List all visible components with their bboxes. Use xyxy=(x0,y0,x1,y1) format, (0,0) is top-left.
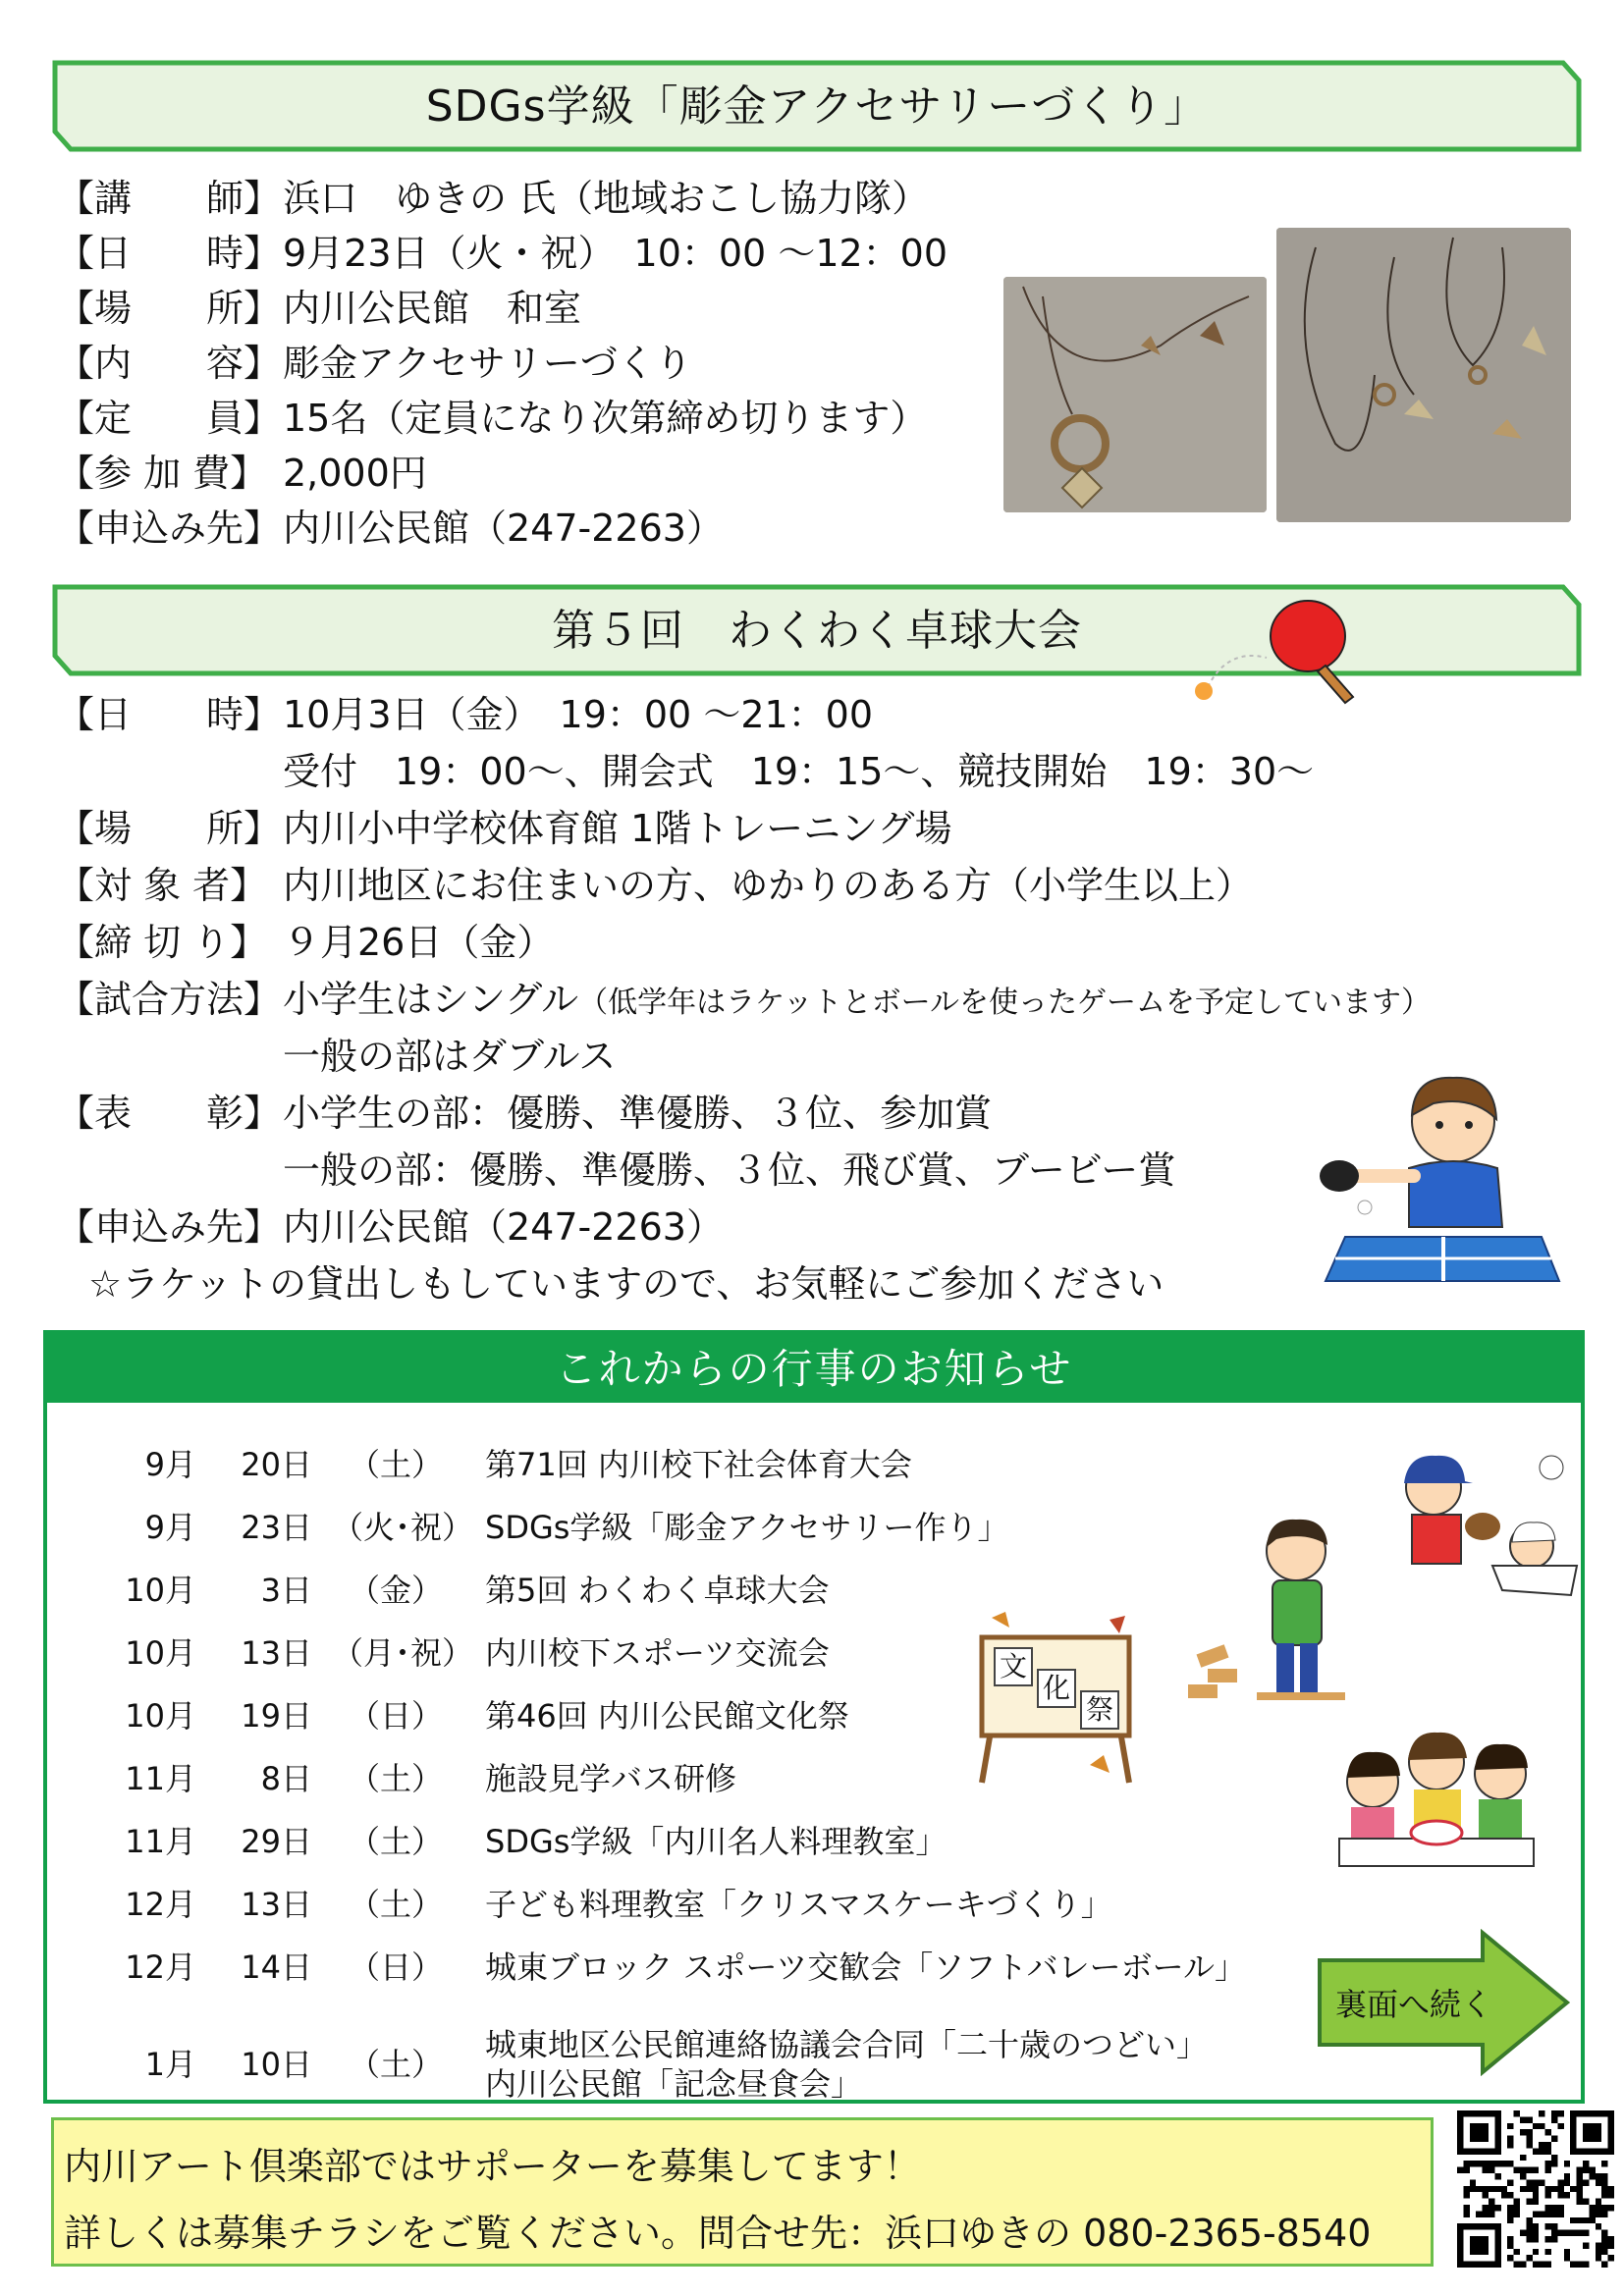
event-month: 10月 xyxy=(125,1697,196,1735)
continue-arrow xyxy=(1316,1929,1571,2076)
supporter-line-1: 内川アート倶楽部ではサポーターを募集してます！ xyxy=(64,2145,921,2188)
section1-title: SDGs学級「彫金アクセサリーづくり」 xyxy=(425,81,1209,132)
event-name: 第71回 内川校下社会体育大会 xyxy=(485,1446,912,1483)
event-month: 10月 xyxy=(125,1572,196,1609)
event-dow: （月･祝） xyxy=(332,1634,474,1672)
s2-row-apply: 【申込み先】内川公民館（247-2263） xyxy=(57,1205,724,1249)
s2-row-schedule: 受付 19：00～、開会式 19：15～、競技開始 19：30～ xyxy=(283,750,1315,793)
event-month: 1月 xyxy=(144,2046,196,2083)
event-day: 13日 xyxy=(241,1886,312,1923)
event-month: 11月 xyxy=(125,1823,196,1860)
baseball-players-illustration xyxy=(1384,1438,1581,1605)
event-day: 10日 xyxy=(241,2046,312,2083)
event-month: 9月 xyxy=(144,1446,196,1483)
kids-cake-illustration xyxy=(1333,1723,1540,1870)
s2-row-datetime: 【日 時】10月3日（金） 19：00 ～21：00 xyxy=(57,693,874,736)
event-name: 城東ブロック スポーツ交歓会「ソフトバレーボール」 xyxy=(485,1949,1246,1986)
event-day: 8日 xyxy=(260,1760,312,1797)
event-name: SDGs学級「彫金アクセサリー作り」 xyxy=(485,1509,1009,1546)
supporter-line-2: 詳しくは募集チラシをご覧ください。問合せ先：浜口ゆきの 080-2365-8540 xyxy=(64,2212,1372,2255)
s2-row-method: 【試合方法】小学生はシングル（低学年はラケットとボールを使ったゲームを予定しています） xyxy=(57,978,1432,1021)
event-day: 29日 xyxy=(241,1823,312,1860)
sign-char-3: 祭 xyxy=(1080,1690,1119,1730)
s2-row-awards: 【表 彰】小学生の部：優勝、準優勝、３位、参加賞 xyxy=(57,1092,993,1135)
event-dow: （金） xyxy=(348,1572,443,1609)
s2-row-deadline: 【締 切 り】 ９月26日（金） xyxy=(57,921,555,964)
event-month: 10月 xyxy=(125,1634,196,1672)
s1-row-fee: 【参 加 費】 2,000円 xyxy=(57,452,427,495)
table-tennis-player-illustration xyxy=(1316,1060,1561,1286)
event-name: 内川校下スポーツ交流会 xyxy=(485,1634,830,1672)
qr-code[interactable] xyxy=(1457,2110,1614,2268)
event-dow: （土） xyxy=(348,1760,443,1797)
s1-row-datetime: 【日 時】9月23日（火・祝） 10：00 ～12：00 xyxy=(57,232,948,275)
event-day: 13日 xyxy=(241,1634,312,1672)
event-day: 23日 xyxy=(241,1509,312,1546)
event-dow: （日） xyxy=(348,1697,443,1735)
s2-row-method-general: 一般の部はダブルス xyxy=(283,1035,617,1078)
supporter-notice xyxy=(51,2117,1434,2267)
s2-row-place: 【場 所】内川小中学校体育館 1階トレーニング場 xyxy=(57,807,952,850)
s1-row-place: 【場 所】内川公民館 和室 xyxy=(57,287,582,330)
s2-row-awards-general: 一般の部：優勝、準優勝、３位、飛び賞、ブービー賞 xyxy=(283,1148,1176,1192)
event-month: 12月 xyxy=(125,1886,196,1923)
event-name: SDGs学級「内川名人料理教室」 xyxy=(485,1823,947,1860)
s1-row-content: 【内 容】彫金アクセサリーづくり xyxy=(57,342,692,385)
sign-char-1: 文 xyxy=(994,1647,1033,1686)
event-dow: （土） xyxy=(348,1886,443,1923)
s2-footnote: ☆ラケットの貸出しもしていますので、お気軽にご参加ください xyxy=(88,1262,1164,1306)
event-dow: （火･祝） xyxy=(332,1509,474,1546)
event-day: 20日 xyxy=(241,1446,312,1483)
event-name: 子ども料理教室「クリスマスケーキづくり」 xyxy=(485,1886,1112,1923)
events-title: これからの行事のお知らせ xyxy=(43,1330,1585,1403)
event-name-2: 内川公民館「記念昼食会」 xyxy=(485,2065,863,2103)
culture-festival-sign-illustration xyxy=(972,1608,1139,1785)
section1-banner xyxy=(51,59,1583,145)
event-name: 城東地区公民館連絡協議会合同「二十歳のつどい」 xyxy=(485,2026,1209,2063)
event-day: 14日 xyxy=(241,1949,312,1986)
event-dow: （土） xyxy=(348,1446,443,1483)
ping-pong-paddle-icon xyxy=(1188,589,1365,707)
continue-label: 裏面へ続く xyxy=(1334,1986,1492,2023)
event-day: 19日 xyxy=(241,1697,312,1735)
boy-bowling-illustration xyxy=(1178,1512,1355,1708)
event-name: 第5回 わくわく卓球大会 xyxy=(485,1572,830,1609)
event-name: 第46回 内川公民館文化祭 xyxy=(485,1697,849,1735)
sign-char-2: 化 xyxy=(1037,1669,1076,1708)
event-dow: （土） xyxy=(348,1823,443,1860)
section2-title: 第５回 わくわく卓球大会 xyxy=(552,606,1082,656)
s1-row-capacity: 【定 員】15名（定員になり次第締め切ります） xyxy=(57,397,928,440)
necklace-photo-1 xyxy=(1003,277,1267,512)
event-month: 9月 xyxy=(144,1509,196,1546)
event-month: 11月 xyxy=(125,1760,196,1797)
s1-row-lecturer: 【講 師】浜口 ゆきの 氏（地域おこし協力隊） xyxy=(57,177,930,220)
necklace-photo-2 xyxy=(1276,228,1571,522)
s2-row-target: 【対 象 者】 内川地区にお住まいの方、ゆかりのある方（小学生以上） xyxy=(57,864,1254,907)
event-dow: （土） xyxy=(348,2046,443,2083)
s1-row-apply: 【申込み先】内川公民館（247-2263） xyxy=(57,507,724,550)
event-name: 施設見学バス研修 xyxy=(485,1760,737,1797)
s2-method-note: （低学年はラケットとボールを使ったゲームを予定しています） xyxy=(578,986,1432,1020)
event-dow: （日） xyxy=(348,1949,443,1986)
event-month: 12月 xyxy=(125,1949,196,1986)
event-day: 3日 xyxy=(260,1572,312,1609)
